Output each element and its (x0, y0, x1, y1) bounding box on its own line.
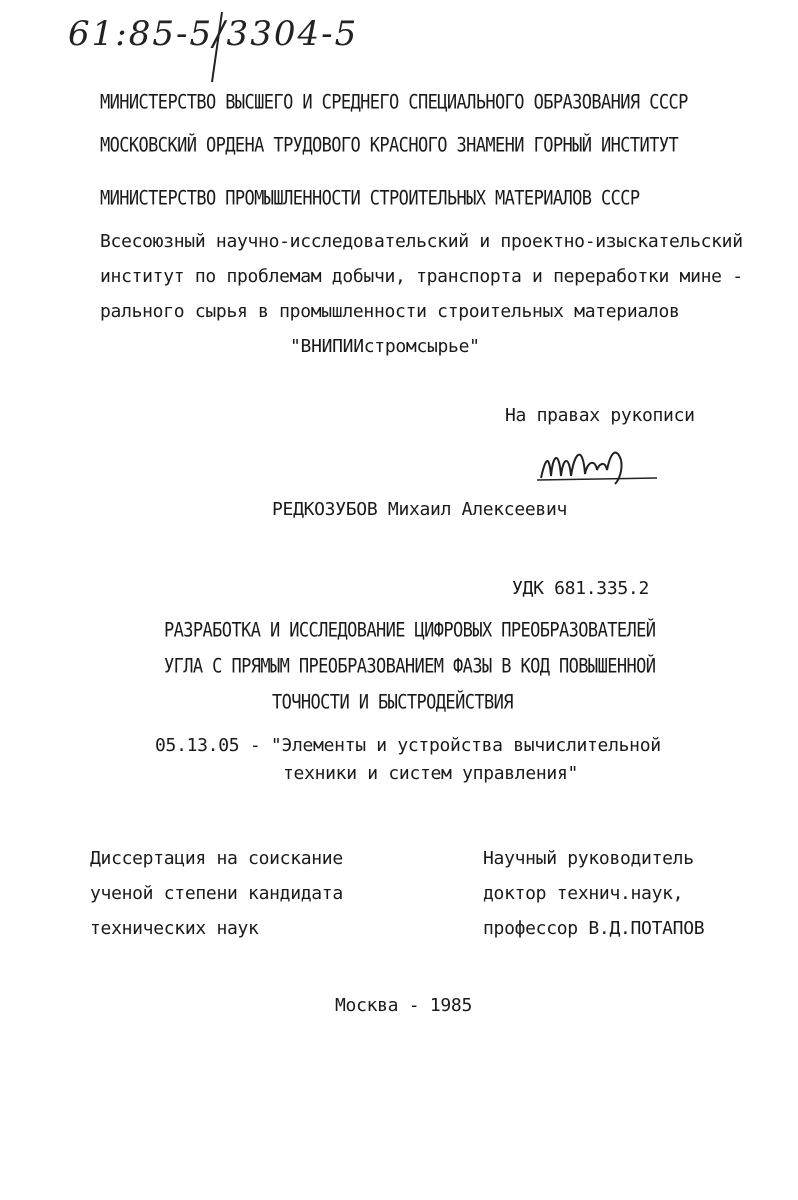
manuscript-note: На правах рукописи (505, 405, 695, 426)
archive-slash-mark (200, 10, 230, 85)
research-institute-short: "ВНИПИИстромсырье" (290, 336, 480, 357)
title-line: УГЛА С ПРЯМЫМ ПРЕОБРАЗОВАНИЕМ ФАЗЫ В КОД ПОВЫШЕННОЙ (164, 655, 656, 679)
degree-line: Диссертация на соискание (90, 848, 343, 869)
supervisor-line: доктор технич.наук, (483, 883, 684, 904)
signature (535, 440, 665, 490)
research-institute-line: рального сырья в промышленности строительных материалов (100, 301, 680, 322)
udk-code: УДК 681.335.2 (512, 578, 649, 599)
specialty-line: техники и систем управления" (283, 763, 579, 784)
specialty-line: 05.13.05 - "Элементы и устройства вычислительной (155, 735, 661, 756)
title-line: ТОЧНОСТИ И БЫСТРОДЕЙСТВИЯ (272, 691, 513, 715)
supervisor-line: профессор В.Д.ПОТАПОВ (483, 918, 705, 939)
place-year: Москва - 1985 (335, 995, 472, 1016)
ministry-education: МИНИСТЕРСТВО ВЫСШЕГО И СРЕДНЕГО СПЕЦИАЛЬНОГО ОБРАЗОВАНИЯ СССР (100, 91, 688, 115)
supervisor-line: Научный руководитель (483, 848, 694, 869)
institute-mining: МОСКОВСКИЙ ОРДЕНА ТРУДОВОГО КРАСНОГО ЗНАМЕНИ ГОРНЫЙ ИНСТИТУТ (100, 134, 679, 158)
research-institute-line: институт по проблемам добычи, транспорта и переработки мине - (100, 266, 743, 287)
ministry-industry: МИНИСТЕРСТВО ПРОМЫШЛЕННОСТИ СТРОИТЕЛЬНЫХ МАТЕРИАЛОВ СССР (100, 187, 640, 211)
archive-number: 61:85-5/3304-5 (68, 14, 359, 54)
title-line: РАЗРАБОТКА И ИССЛЕДОВАНИЕ ЦИФРОВЫХ ПРЕОБРАЗОВАТЕЛЕЙ (164, 619, 656, 643)
author-name: РЕДКОЗУБОВ Михаил Алексеевич (272, 499, 568, 520)
research-institute-line: Всесоюзный научно-исследовательский и проектно-изыскательский (100, 231, 743, 252)
degree-line: технических наук (90, 918, 259, 939)
degree-line: ученой степени кандидата (90, 883, 343, 904)
